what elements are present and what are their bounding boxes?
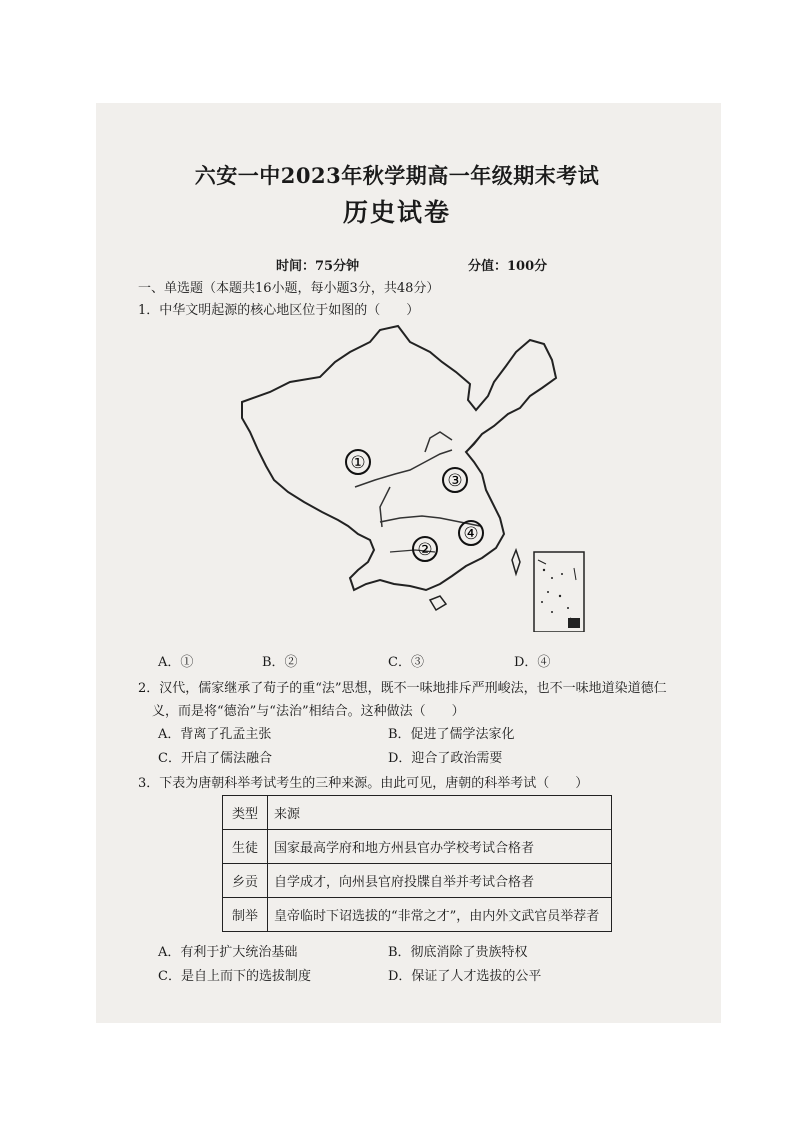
score-label: 分值：100分 <box>468 259 548 274</box>
q3-option-a[interactable]: A．有利于扩大统治基础 <box>158 945 298 960</box>
q3-option-c[interactable]: C．是自上而下的选拔制度 <box>158 969 311 984</box>
q1-option-d[interactable]: D．④ <box>514 655 551 670</box>
svg-text:①: ① <box>350 453 366 473</box>
exam-subtitle: 历史试卷 <box>342 198 451 227</box>
table-row <box>223 830 612 864</box>
q2-option-c[interactable]: C．开启了儒法融合 <box>158 751 272 766</box>
table-header-row <box>223 796 612 830</box>
table-row <box>223 864 612 898</box>
sources-table <box>222 795 612 932</box>
q3-option-b[interactable]: B．彻底消除了贵族特权 <box>388 945 528 960</box>
q2-option-b[interactable]: B．促进了儒学法家化 <box>388 727 515 742</box>
time-label: 时间：75分钟 <box>276 259 360 274</box>
marker-4 <box>459 521 483 545</box>
q1-option-b[interactable]: B．② <box>262 655 298 670</box>
table-cell-type: 乡贡 <box>223 864 268 898</box>
svg-text:④: ④ <box>463 524 479 544</box>
question-1-stem: 1．中华文明起源的核心地区位于如图的（ ） <box>138 303 420 318</box>
question-3-stem: 3．下表为唐朝科举考试考生的三种来源。由此可见，唐朝的科举考试（ ） <box>138 776 589 791</box>
q2-option-d[interactable]: D．迎合了政治需要 <box>388 751 503 766</box>
question-2-stem-line2: 义，而是将“德治”与“法治”相结合。这种做法（ ） <box>152 704 465 719</box>
table-header-type: 类型 <box>223 796 268 830</box>
table-row <box>223 898 612 932</box>
table-cell-source: 国家最高学府和地方州县官办学校考试合格者 <box>268 830 612 864</box>
question-2-stem-line1: 2．汉代，儒家继承了荀子的重“法”思想，既不一味地排斥严刑峻法，也不一味地道染道德仁 <box>138 681 667 696</box>
table-header-source: 来源 <box>268 796 612 830</box>
section-heading: 一、单选题（本题共16小题，每小题3分，共48分） <box>138 281 440 296</box>
marker-3 <box>443 468 467 492</box>
q1-option-c[interactable]: C．③ <box>388 655 424 670</box>
q2-option-a[interactable]: A．背离了孔孟主张 <box>158 727 272 742</box>
q3-option-d[interactable]: D．保证了人才选拔的公平 <box>388 969 542 984</box>
marker-1 <box>346 450 370 474</box>
table-cell-type: 生徒 <box>223 830 268 864</box>
yellow-river <box>355 450 452 487</box>
q1-option-a[interactable]: A．① <box>158 655 194 670</box>
svg-text:③: ③ <box>447 471 463 491</box>
hainan-island <box>430 596 446 610</box>
table-cell-source: 皇帝临时下诏选拔的“非常之才”，由内外文武官员举荐者 <box>268 898 612 932</box>
taiwan-island <box>512 550 520 574</box>
china-outline <box>242 326 556 590</box>
exam-title: 六安一中2023年秋学期高一年级期末考试 <box>194 163 600 188</box>
svg-text:②: ② <box>417 540 433 560</box>
china-map <box>230 322 590 632</box>
table-cell-source: 自学成才，向州县官府投牒自举并考试合格者 <box>268 864 612 898</box>
table-cell-type: 制举 <box>223 898 268 932</box>
marker-2 <box>413 537 437 561</box>
